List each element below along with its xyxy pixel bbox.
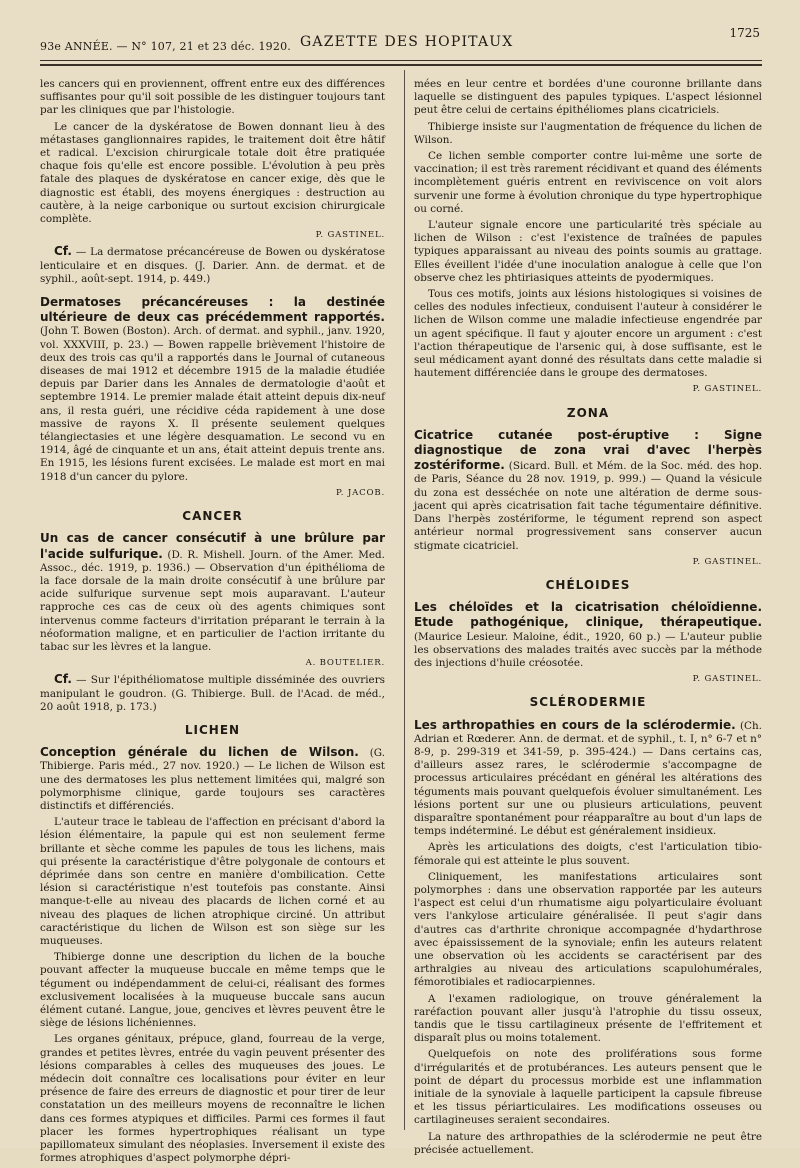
paragraph: Quelquefois on note des proliférations sous forme d'irrégularités et de protubérances. Les auteurs pensent que le point de départ du processus morbide est une inflammation initiale de la synoviale à laquelle participent la capsule fibreuse et les tissus périarticulaires. Les modifications osseuses ou cartilagineuses seraient secondaires.	[414, 1048, 762, 1127]
section-heading-lichen: LICHEN	[184, 722, 241, 737]
article	[40, 531, 385, 654]
author-signature: A. BOUTELIER.	[305, 658, 385, 669]
cf-text: — La dermatose précancéreuse de Bowen ou dyskératose lenticulaire et en disques. (J. Darier. Ann. de dermat. et de syphil., août-sept. 1914, p. 449.)	[40, 246, 385, 285]
author-signature: P. GASTINEL.	[692, 384, 762, 395]
article-title: Les arthropathies en cours de la sclérodermie.	[414, 717, 736, 732]
cf-text: — Sur l'épithéliomatose multiple disséminée des ouvriers manipulant le goudron. (G. Thibierge. Bull. de l'Acad. de méd., 20 août 1918, p. 173.)	[40, 674, 385, 713]
journal-title: GAZETTE DES HOPITAUX	[300, 34, 514, 50]
article-title: Cicatrice cutanée post-éruptive : Signe diagnostique de zona vrai d'avec l'herpès zostériforme.	[414, 427, 762, 473]
paragraph: Les organes génitaux, prépuce, gland, fourreau de la verge, grandes et petites lèvres, entrée du vagin peuvent présenter des lésions comparables à celles des muqueuses des joues. Le médecin doit connaître ces localisations pour éviter en leur présence de faire des erreurs de diagnostic et pour tirer de leur constatation un des meilleurs moyens de reconnaître le lichen dans ces formes atypiques et difficiles. Parmi ces formes il faut placer les formes hypertrophiques réalisant un type papillomateux simulant des néoplasies. Inversement il existe des formes atrophiques d'aspect polymorphe dépri-	[40, 1033, 385, 1165]
cf-reference	[40, 673, 385, 714]
paragraph: Après les articulations des doigts, c'est l'articulation tibio-fémorale qui est atteinte le plus souvent.	[414, 841, 762, 867]
continued-text: les cancers qui en proviennent, offrent entre eux des différences suffisantes pour qu'il soit possible de les distinguer toujours tant par les cliniques que par l'histologie.	[40, 78, 385, 117]
article-text: (D. R. Mishell. Journ. of the Amer. Med. Assoc., déc. 1919, p. 1936.) — Observation d'un épithélioma de la face dorsale de la main droite consécutif à une brûlure par acide sulfurique survenue sept mois auparavant. L'auteur rapproche ces cas de ceux où des agents chimiques sont intervenus comme facteurs d'irritation préparant le terrain à la néoformation maligne, et en particulier de l'action irritante du tabac sur les lèvres et la langue.	[40, 548, 385, 653]
article	[414, 718, 762, 839]
paragraph: Tous ces motifs, joints aux lésions histologiques si voisines de celles des nodules infectieux, conduisent l'auteur à considérer le lichen de Wilson comme une maladie infectieuse engendrée par un agent spécifique. Il faut y ajouter encore un argument : c'est l'action thérapeutique de l'arsenic qui, à dose suffisante, est le seul médicament ayant donné des résultats dans cette maladie si hautement différenciée dans le groupe des dermatoses.	[414, 288, 762, 380]
paragraph: A l'examen radiologique, on trouve généralement la raréfaction pouvant aller jusqu'à l'atrophie du tissu osseux, tandis que le tissu cartilagineux présente de l'effritement et disparaît plus ou moins totalement.	[414, 992, 762, 1045]
paragraph: Thibierge donne une description du lichen de la bouche pouvant affecter la muqueuse buccale en même temps que le tégument ou indépendamment de celui-ci, réalisant des formes exclusivement localisées à la muqueuse buccale sans aucun élément cutané. Langue, joue, gencives et lèvres peuvent être le siège de lésions lichéniennes.	[40, 951, 385, 1030]
cf-label: Cf.	[54, 244, 72, 259]
page-number: 1725	[729, 26, 760, 40]
article-text: (Ch. Adrian et Rœderer. Ann. de dermat. et de syphil., t. I, n° 6-7 et n° 8-9, p. 299-319 et 341-59, p. 395-424.) — Dans certains cas, d'ailleurs assez rares, le sclérodermie s'accompagne de processus articulaires précédant en général les altérations des téguments mais pouvant quelquefois évoluer simultanément. Les lésions portent sur une ou plusieurs articulations, peuvent disparaître spontanément pour réapparaître au bout d'un laps de temps indéterminé. Le début est généralement insidieux.	[414, 719, 762, 838]
author-signature: P. GASTINEL.	[315, 230, 385, 241]
article	[414, 600, 762, 670]
article	[414, 428, 762, 553]
paragraph: mées en leur centre et bordées d'une couronne brillante dans laquelle se distinguent des papules typiques. L'aspect lésionnel peut être celui de certains épithéliomes plans cicatriciels.	[414, 78, 762, 117]
author-signature: P. GASTINEL.	[692, 556, 762, 567]
section-heading-sclerodermie: SCLÉRODERMIE	[529, 695, 647, 710]
column-divider	[404, 70, 405, 1130]
article-text: (G. Thibierge. Paris méd., 27 nov. 1920.) — Le lichen de Wilson est une des dermatoses les plus nettement limitées qui, malgré son polymorphisme clinique, garde toujours ses caractères distinctifs et différenciés.	[40, 747, 385, 812]
article-text: (Maurice Lesieur. Maloine, édit., 1920, 60 p.) — L'auteur publie les observations des malades traités avec succès par la méthode des injections d'huile créosotée.	[414, 630, 762, 669]
section-heading-cheloides: CHÉLOIDES	[545, 577, 631, 592]
header-rule-thick	[40, 64, 762, 66]
section-heading-cancer: CANCER	[182, 509, 243, 524]
paragraph: La nature des arthropathies de la sclérodermie ne peut être précisée actuellement.	[414, 1130, 762, 1156]
paragraph: Cliniquement, les manifestations articulaires sont polymorphes : dans une observation rapportée par les auteurs l'aspect est celui d'un rhumatisme aigu polyarticulaire évoluant vers l'ankylose articulaire généralisée. Il peut s'agir dans d'autres cas d'arthrite chronique accompagnée d'hydarthrose avec épaississement de la synoviale; enfin les auteurs relatent une observation où les accidents se caractérisent par des arthralgies au niveau des articulations scapulohumérales, fémorotibiales et radiocarpiennes.	[414, 870, 762, 989]
article-text: (John T. Bowen (Boston). Arch. of dermat. and syphil., janv. 1920, vol. XXXVIII, p. 23.) — Bowen rappelle brièvement l'histoire de deux des trois cas qu'il a rapportés dans le Journal of cutaneous diseases de mai 1912 et décembre 1915 de la maladie étudiée depuis par Darier dans les Annales de dermatologie d'août et septembre 1914. Le premier malade était atteint depuis dix-neuf ans, il resta guéri, une récidive céda rapidement à une dose massive de rayons X. Il présente seulement quelques télangiectasies et une légère desquamation. Le second vu en 1914, âgé de cinquante et un ans, était atteint depuis trente ans. En 1915, les lésions furent excisées. Le malade est mort en mai 1918 d'un cancer du pylore.	[40, 325, 385, 483]
article	[40, 295, 385, 484]
article-title: Les chéloïdes et la cicatrisation chéloïdienne. Etude pathogénique, clinique, thérapeutique.	[414, 600, 762, 630]
article-title: Un cas de cancer consécutif à une brûlure par l'acide sulfurique.	[40, 531, 385, 561]
article-title: Dermatoses précancéreuses : la destinée ultérieure de deux cas précédemment rapportés.	[40, 295, 385, 325]
cf-label: Cf.	[54, 672, 72, 687]
article	[40, 745, 385, 813]
issue-line: 93e ANNÉE. — N° 107, 21 et 23 déc. 1920.	[40, 40, 291, 53]
right-column	[414, 78, 762, 1160]
paragraph: L'auteur trace le tableau de l'affection en précisant d'abord la lésion élémentaire, la papule qui est non seulement ferme brillante et sèche comme les papules de tous les lichens, mais qui présente la caractéristique d'être polygonale de contours et déprimée dans son centre en manière d'ombilication. Cette lésion si caractéristique n'est toutefois pas constante. Ainsi manque-t-elle au niveau des placards de lichen corné et au niveau des plaques de lichen atrophique circiné. Un attribut caractéristique du lichen de Wilson est son siège sur les muqueuses.	[40, 816, 385, 947]
author-signature: P. GASTINEL.	[692, 674, 762, 685]
left-column	[40, 78, 385, 1168]
paragraph: Thibierge insiste sur l'augmentation de fréquence du lichen de Wilson.	[414, 120, 762, 146]
paragraph: Ce lichen semble comporter contre lui-même une sorte de vaccination; il est très rarement récidivant et quand des éléments incomplètement guéris entrent en reviviscence on voit alors survenir une forme à évolution chronique du type hypertrophique ou corné.	[414, 150, 762, 215]
section-heading-zona: ZONA	[566, 405, 610, 420]
paragraph: Le cancer de la dyskératose de Bowen donnant lieu à des métastases ganglionnaires rapides, le traitement doit être hâtif et radical. L'excision chirurgicale totale doit être pratiquée chaque fois qu'elle est encore possible. L'évolution à peu près fatale des plaques de dyskératose en cancer exige, dès que le diagnostic est établi, des moyens énergiques : destruction au cautère, à la neige carbonique ou surtout excision chirurgicale complète.	[40, 120, 385, 226]
page-header	[0, 26, 800, 54]
article-title: Conception générale du lichen de Wilson.	[40, 745, 359, 760]
header-rule	[40, 60, 762, 61]
cf-reference	[40, 245, 385, 286]
author-signature: P. JACOB.	[335, 487, 385, 498]
paragraph: L'auteur signale encore une particularité très spéciale au lichen de Wilson : c'est l'existence de traînées de papules typiques apparaissant au niveau des points soumis au grattage. Elles éveillent l'idée d'une inoculation analogue à celle que l'on observe chez les phtiriasiques atteints de pyodermiques.	[414, 219, 762, 284]
article-text: (Sicard. Bull. et Mém. de la Soc. méd. des hop. de Paris, Séance du 28 nov. 1919, p. 999.) — Quand la vésicule du zona est desséchée on note une altération de derme sous-jacent qui après cicatrisation fait tache tégumentaire définitive. Dans l'herpès zostériforme, le tégument reprend son aspect antérieur normal progressivement sans conserver aucun stigmate cicatriciel.	[414, 460, 762, 552]
